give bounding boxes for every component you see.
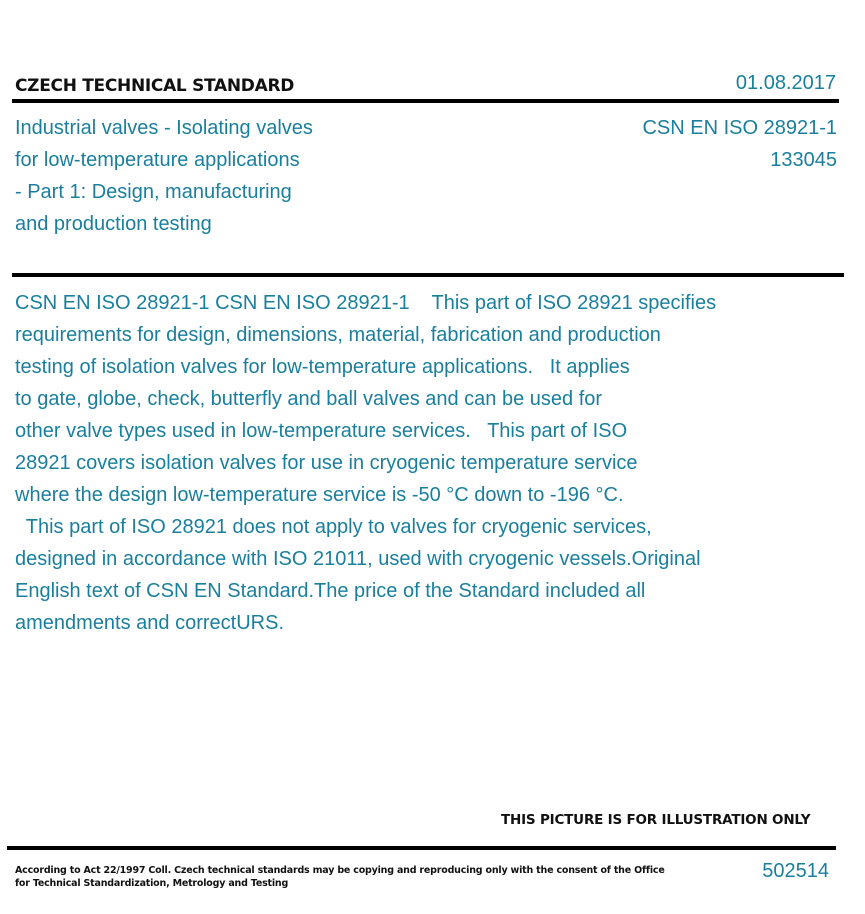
description-line: designed in accordance with ISO 21011, used with cryogenic vessels.Original	[15, 548, 701, 570]
description-line: English text of CSN EN Standard.The price of the Standard included all	[15, 580, 646, 602]
title-rule	[12, 273, 844, 277]
title-line: - Part 1: Design, manufacturing	[15, 181, 292, 203]
legal-notice	[15, 864, 665, 890]
standard-description	[15, 287, 815, 639]
title-line: for low-temperature applications	[15, 149, 300, 171]
title-line: and production testing	[15, 213, 212, 235]
header-rule	[12, 99, 839, 103]
standard-identifiers	[642, 112, 837, 176]
description-line: CSN EN ISO 28921-1 CSN EN ISO 28921-1 This part of ISO 28921 specifies	[15, 292, 717, 314]
standard-code: CSN EN ISO 28921-1	[642, 117, 837, 139]
legal-line: for Technical Standardization, Metrology and Testing	[15, 878, 289, 889]
footer-rule	[7, 846, 836, 850]
class-number: 133045	[770, 149, 837, 171]
description-line: to gate, globe, check, butterfly and ball valves and can be used for	[15, 388, 603, 410]
standard-title	[15, 112, 355, 240]
legal-line: According to Act 22/1997 Coll. Czech technical standards may be copying and reproducing only with the consent of the Office	[15, 865, 665, 876]
publication-date: 01.08.2017	[735, 72, 836, 94]
description-line: 28921 covers isolation valves for use in cryogenic temperature service	[15, 452, 638, 474]
description-line: where the design low-temperature service is -50 °C down to -196 °C.	[15, 484, 624, 506]
description-line: other valve types used in low-temperature services. This part of ISO	[15, 420, 628, 442]
description-line: testing of isolation valves for low-temperature applications. It applies	[15, 356, 630, 378]
document-type-label: CZECH TECHNICAL STANDARD	[15, 76, 295, 96]
description-line: requirements for design, dimensions, material, fabrication and production	[15, 324, 661, 346]
description-line: This part of ISO 28921 does not apply to valves for cryogenic services,	[15, 516, 652, 538]
title-line: Industrial valves - Isolating valves	[15, 117, 313, 139]
document-number: 502514	[762, 860, 829, 882]
illustration-disclaimer: THIS PICTURE IS FOR ILLUSTRATION ONLY	[501, 812, 811, 828]
description-line: amendments and correctURS.	[15, 612, 285, 634]
